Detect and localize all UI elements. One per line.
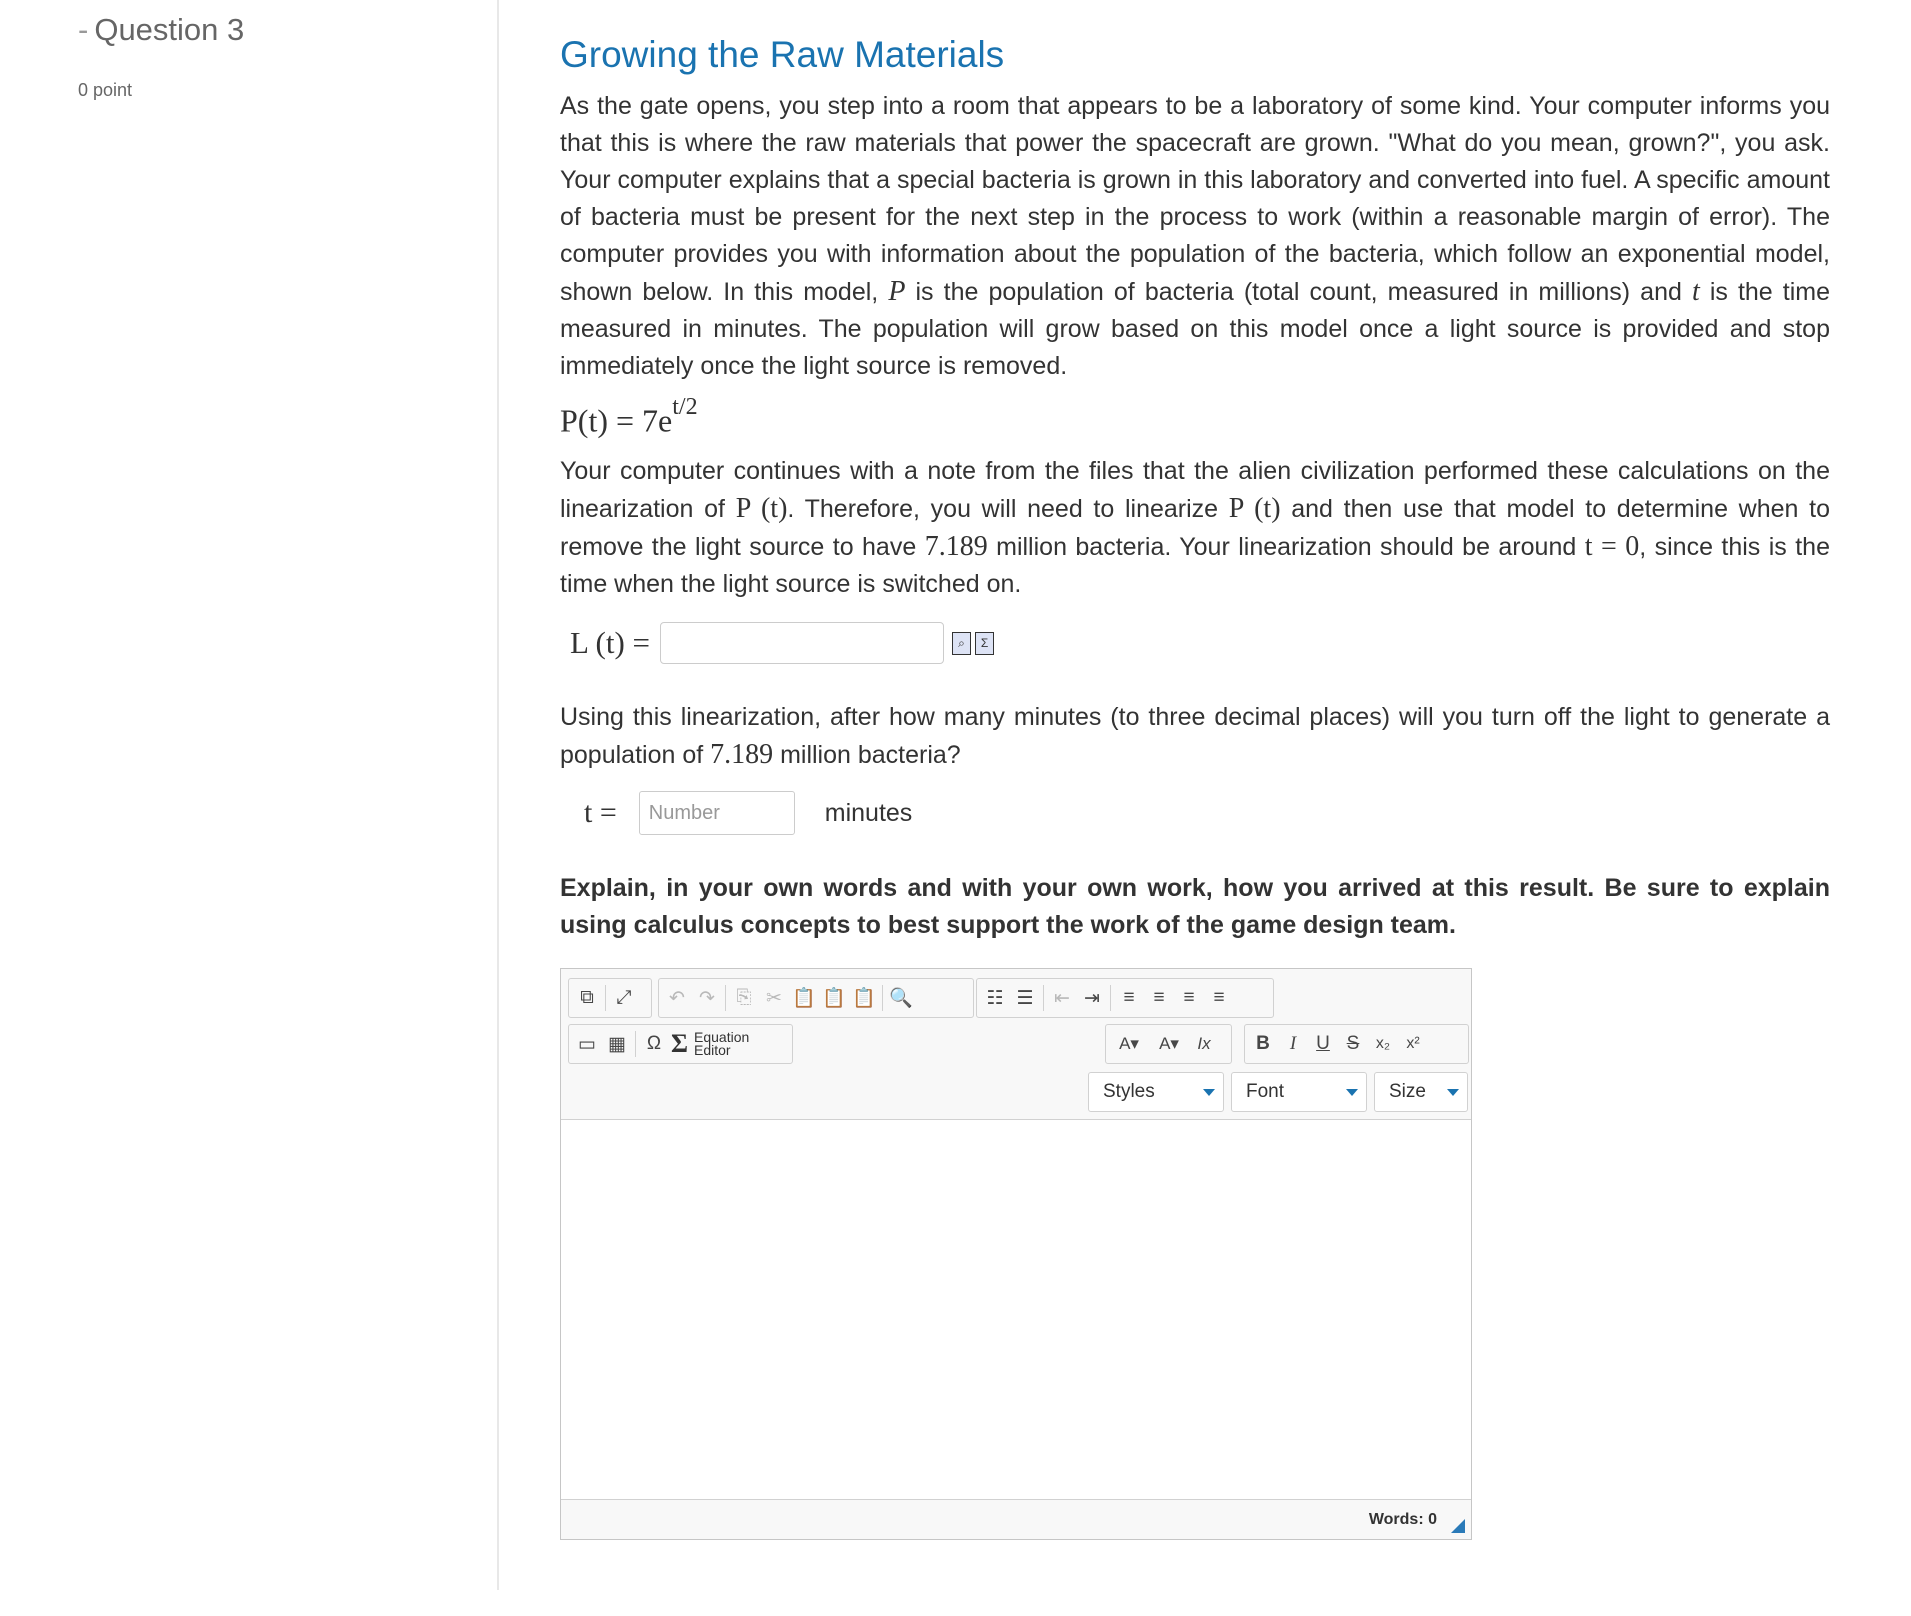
rich-text-editor: [560, 968, 1472, 1540]
paste-word-icon[interactable]: 📋: [852, 988, 876, 1009]
chevron-down-icon: [1447, 1089, 1459, 1096]
equation-label-line1: Equation: [694, 1029, 750, 1045]
question-title[interactable]: [78, 12, 244, 48]
formula-exponent: t/2: [672, 394, 698, 420]
numbered-list-icon[interactable]: ☷: [986, 987, 1004, 1009]
font-label: Font: [1246, 1081, 1285, 1102]
special-char-icon[interactable]: Ω: [646, 1033, 662, 1054]
bold-icon[interactable]: B: [1256, 1033, 1270, 1054]
var-t: t: [1691, 276, 1700, 307]
toolbar-group-color: [1105, 1024, 1232, 1064]
justify-icon[interactable]: ≡: [1213, 987, 1225, 1008]
word-count: Words: 0: [1368, 1511, 1437, 1528]
align-right-icon[interactable]: ≡: [1183, 987, 1195, 1008]
toolbar-separator: [1043, 985, 1044, 1011]
toolbar-group-insert: [568, 1024, 793, 1064]
toolbar-separator: [635, 1031, 636, 1057]
chevron-down-icon: [1203, 1089, 1215, 1096]
copy-icon[interactable]: ⎘: [736, 987, 752, 1008]
toolbar-separator: [882, 985, 883, 1011]
note-text-5: , since this is the time when the light source is switched on.: [560, 533, 1830, 598]
linearization-label: L (t) =: [570, 625, 651, 660]
font-dropdown[interactable]: [1231, 1072, 1367, 1112]
linearization-row: [570, 620, 994, 666]
toolbar-group-document: [568, 978, 652, 1018]
preview-icon[interactable]: ⌕: [952, 632, 971, 655]
source-icon[interactable]: ⧉: [580, 987, 594, 1008]
styles-dropdown[interactable]: [1088, 1072, 1224, 1112]
find-icon[interactable]: 🔍: [889, 988, 913, 1009]
time-label: t =: [584, 796, 617, 829]
question2-paragraph: [560, 699, 1830, 774]
question2-math: 7.189: [710, 739, 774, 770]
note-math-4: t = 0: [1584, 531, 1640, 562]
formula-lhs: P(t) = 7e: [560, 402, 673, 439]
underline-icon[interactable]: U: [1316, 1033, 1330, 1054]
subscript-icon[interactable]: x₂: [1375, 1035, 1391, 1052]
time-answer-row: [584, 790, 912, 836]
page-title: Growing the Raw Materials: [560, 34, 1005, 75]
equation-editor-icon[interactable]: Σ: [975, 632, 994, 655]
toolbar-separator: [605, 985, 606, 1011]
toolbar-group-basicstyles: [1244, 1024, 1469, 1064]
intro-text-3: is the time measured in minutes. The population will grow based on this model once a light source is provided and stop immediately once the light source is removed.: [560, 278, 1831, 380]
note-text-4: million bacteria. Your linearization should be around: [987, 533, 1585, 561]
outdent-icon[interactable]: ⇤: [1054, 987, 1070, 1009]
toolbar-separator: [1110, 985, 1111, 1011]
horizontal-rule-icon[interactable]: ▭: [578, 1033, 596, 1055]
time-units: minutes: [824, 798, 913, 827]
note-math-1: P (t): [735, 493, 788, 524]
note-text-1: Your computer continues with a note from the files that the alien civilization performed these calculations on the linearization of: [560, 457, 1830, 523]
intro-paragraph: [560, 88, 1830, 385]
remove-format-icon[interactable]: Ix: [1197, 1034, 1211, 1053]
italic-icon[interactable]: I: [1289, 1033, 1297, 1054]
redo-icon[interactable]: ↷: [699, 987, 715, 1009]
note-text-2: . Therefore, you will need to linearize: [787, 495, 1229, 523]
note-text-3: and then use that model to determine when to remove the light source to have: [560, 495, 1830, 561]
strikethrough-icon[interactable]: S: [1346, 1033, 1360, 1054]
explain-prompt: Explain, in your own words and with your own work, how you arrived at this result. Be sure to explain using calculus concepts to best support the work of the game design team.: [560, 874, 1830, 939]
toolbar-separator: [725, 985, 726, 1011]
toolbar-group-clipboard: [658, 978, 974, 1018]
equation-editor-label: [694, 1031, 749, 1057]
question2-text-1: Using this linearization, after how many minutes (to three decimal places) will you turn off the light to generate a population of: [560, 703, 1830, 769]
chevron-down-icon: [1346, 1089, 1358, 1096]
sigma-icon: Σ: [671, 1029, 688, 1058]
editor-toolbar: [561, 969, 1471, 1120]
time-input[interactable]: [639, 791, 795, 835]
question2-text-2: million bacteria?: [773, 741, 961, 769]
resize-handle-icon[interactable]: [1451, 1519, 1465, 1533]
paste-text-icon[interactable]: 📋: [822, 988, 846, 1009]
text-color-icon[interactable]: A▾: [1119, 1034, 1139, 1053]
styles-label: Styles: [1103, 1081, 1155, 1102]
align-center-icon[interactable]: ≡: [1153, 987, 1165, 1008]
superscript-icon[interactable]: x²: [1406, 1035, 1420, 1052]
paste-icon[interactable]: 📋: [792, 988, 816, 1009]
size-dropdown[interactable]: [1374, 1072, 1468, 1112]
align-left-icon[interactable]: ≡: [1123, 987, 1135, 1008]
model-formula: [560, 394, 698, 440]
var-p: P: [888, 276, 906, 307]
equation-editor-button[interactable]: [671, 1029, 749, 1059]
question-sidebar: [0, 0, 499, 1590]
question-points: 0 point: [78, 80, 133, 100]
linearization-input[interactable]: [660, 622, 944, 664]
size-label: Size: [1389, 1081, 1426, 1102]
toolbar-group-paragraph: [976, 978, 1274, 1018]
table-icon[interactable]: ▦: [608, 1033, 626, 1055]
intro-text-2: is the population of bacteria (total count, measured in millions) and: [905, 278, 1692, 306]
bulleted-list-icon[interactable]: ☰: [1016, 987, 1034, 1009]
note-paragraph: [560, 453, 1830, 603]
undo-icon[interactable]: ↶: [669, 987, 685, 1009]
cut-icon[interactable]: ✂: [766, 987, 782, 1009]
note-math-3: 7.189: [924, 531, 988, 562]
indent-icon[interactable]: ⇥: [1084, 987, 1100, 1009]
equation-label-line2: Editor: [694, 1042, 731, 1058]
editor-content-area[interactable]: [561, 1120, 1471, 1500]
question-label: Question 3: [94, 12, 245, 47]
maximize-icon[interactable]: ⤢: [616, 987, 632, 1008]
collapse-dash-icon[interactable]: -: [78, 12, 89, 47]
background-color-icon[interactable]: A▾: [1159, 1034, 1179, 1053]
note-math-2: P (t): [1228, 493, 1281, 524]
intro-text-1: As the gate opens, you step into a room that appears to be a laboratory of some kind. Your computer informs you that this is where the raw materials that power the spacecraft are grown. "What do you mean, grown?", you ask. Your computer explains that a special bacteria is grown in this laboratory and converted into fuel. A specific amount of bacteria must be present for the next step in the process to work (within a reasonable margin of error). The computer provides you with information about the population of the bacteria, which follow an exponential model, shown below. In this model,: [560, 92, 1830, 306]
editor-statusbar: [561, 1499, 1471, 1539]
